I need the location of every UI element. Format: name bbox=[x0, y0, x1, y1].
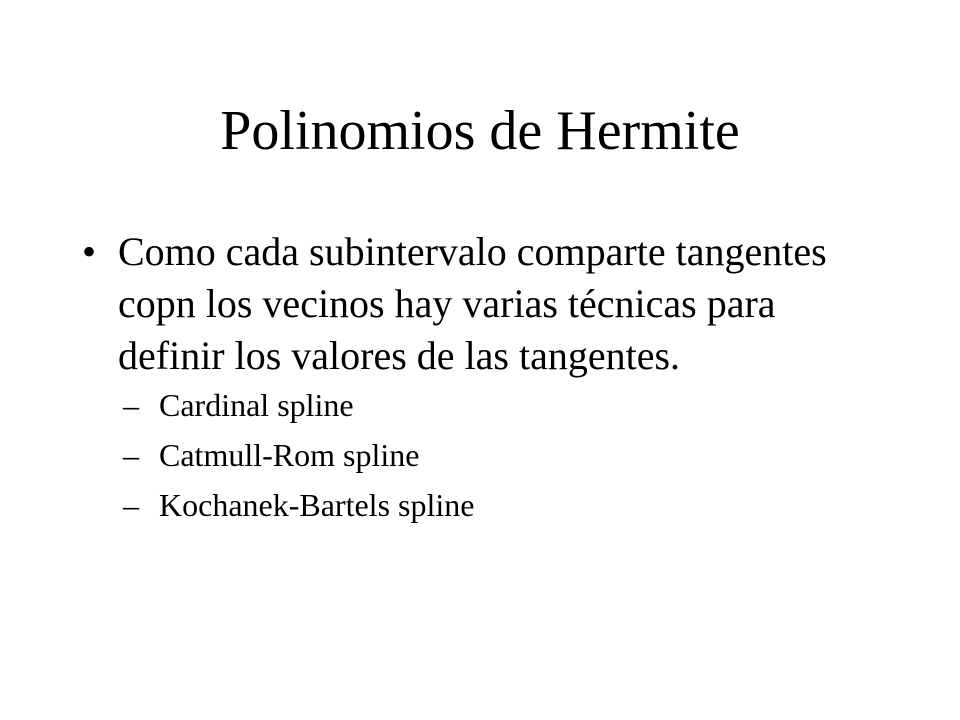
sub-bullet-item bbox=[123, 480, 823, 530]
bullet-dot-icon: • bbox=[82, 229, 97, 274]
sub-bullet-item bbox=[123, 380, 823, 430]
sub-bullet-label: Catmull-Rom spline bbox=[159, 437, 420, 473]
dash-icon: – bbox=[123, 437, 139, 473]
dash-icon: – bbox=[123, 487, 139, 523]
sub-bullet-list bbox=[123, 380, 823, 530]
main-bullet-text: Como cada subintervalo comparte tangentes copn los vecinos hay varias técnicas para definir los valores de las tangentes. bbox=[118, 229, 827, 378]
dash-icon: – bbox=[123, 387, 139, 423]
sub-bullet-label: Cardinal spline bbox=[159, 387, 354, 423]
slide-title: Polinomios de Hermite bbox=[220, 100, 740, 162]
sub-bullet-item bbox=[123, 430, 823, 480]
sub-bullet-label: Kochanek-Bartels spline bbox=[159, 487, 475, 523]
